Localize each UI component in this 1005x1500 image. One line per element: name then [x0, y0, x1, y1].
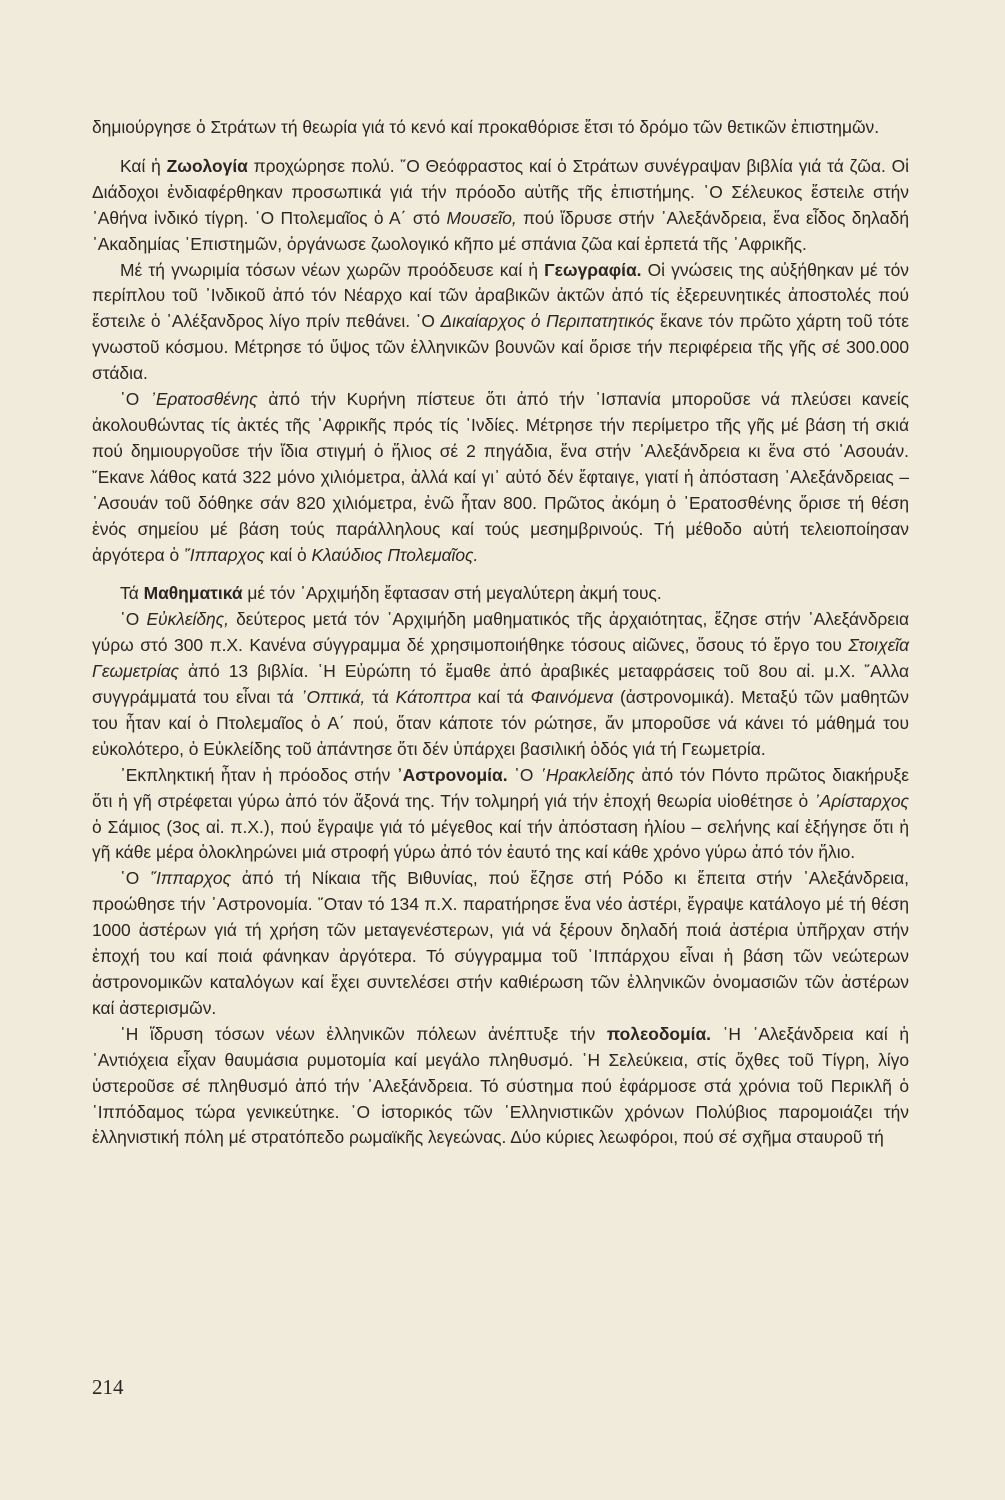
- paragraph-euclid: ῾Ο Εὐκλείδης, δεύτερος μετά τόν ᾿Αρχιμήδη μαθηματικός τῆς ἀρχαιότητας, ἔζησε στήν ᾿Αλεξάνδρεια γύρω στό 300 π.Χ. Κανένα σύγγραμμα δέ χρησιμοποιήθηκε τόσους αἰῶνες, ὅσους τό ἔργο του Στοιχεῖα Γεωμετρίας ἀπό 13 βιβλία. ῾Η Εὐρώπη τό ἔμαθε ἀπό ἀραβικές μεταφράσεις τοῦ 8ου αἰ. μ.Χ. ῎Αλλα συγγράμματά του εἶναι τά ᾿Οπτικά, τά Κάτοπτρα καί τά Φαινόμενα (ἀστρονομικά). Μεταξύ τῶν μαθητῶν του ἦταν καί ὁ Πτολεμαῖος ὁ Α΄ πού, ὅταν κάποτε τόν ρώτησε, ἄν μποροῦσε νά κάνει τό μάθημά του εὐκολότερο, ὁ Εὐκλείδης τοῦ ἀπάντησε ὅτι δέν ὑπάρχει βασιλική ὁδός γιά τή Γεωμετρία.: [92, 609, 909, 759]
- page-content: [92, 115, 909, 1151]
- paragraph-zoology: Καί ἡ Ζωολογία προχώρησε πολύ. ῞Ο Θεόφραστος καί ὁ Στράτων συνέγραψαν βιβλία γιά τά ζῶα. Οἱ Διάδοχοι ἐνδιαφέρθηκαν προσωπικά γιά τήν πρόοδο αὐτῆς τῆς ἐπιστήμης. ῾Ο Σέλευκος ἔστειλε στήν ᾿Αθήνα ἰνδικό τίγρη. ῾Ο Πτολεμαῖος ὁ Α΄ στό Μουσεῖο, πού ἵδρυσε στήν ᾿Αλεξάνδρεια, ἕνα εἶδος δηλαδή ᾿Ακαδημίας ᾿Επιστημῶν, ὀργάνωσε ζωολογικό κῆπο μέ σπάνια ζῶα καί ἑρπετά τῆς ᾿Αφρικῆς.: [92, 155, 909, 254]
- page-number: 214: [92, 1375, 124, 1399]
- body-text: [92, 115, 909, 1151]
- paragraph-mathematics: Τά Μαθηματικά μέ τόν ᾿Αρχιμήδη ἔφτασαν στή μεγαλύτερη ἀκμή τους.: [120, 583, 662, 604]
- term-mathematics: Μαθηματικά: [143, 583, 243, 604]
- paragraph: δημιούργησε ὁ Στράτων τή θεωρία γιά τό κενό καί προκαθόρισε ἔτσι τό δρόμο τῶν θετικῶν ἐπιστημῶν.: [92, 117, 880, 137]
- paragraph-hipparchus: ῾Ο ῞Ιππαρχος ἀπό τή Νίκαια τῆς Βιθυνίας, πού ἔζησε στή Ρόδο κι ἔπειτα στήν ᾿Αλεξάνδρεια, προώθησε τήν ᾿Αστρονομία. ῞Οταν τό 134 π.Χ. παρατήρησε ἕνα νέο ἀστέρι, ἔγραψε κατάλογο μέ τή θέση 1000 ἀστέρων γιά τή χρήση τῶν μεταγενέστερων, γιά νά ξέρουν δηλαδή ποιά ἀστέρια ὑπῆρχαν στήν ἐποχή του καί ποιά φάνηκαν ἀργότερα. Τό σύγγραμμα τοῦ ῾Ιππάρχου εἶναι ἡ βάση τῶν νεώτερων ἀστρονομικῶν καταλόγων καί ἔχει συντελέσει στήν καθιέρωση τῶν ἑλληνικῶν ὀνομασιῶν τῶν ἀστέρων καί ἀστερισμῶν.: [92, 868, 909, 1018]
- term-urban-planning: πολεοδομία.: [606, 1023, 712, 1044]
- term-zoology: Ζωολογία: [166, 155, 248, 176]
- paragraph-eratosthenes: ῾Ο ᾿Ερατοσθένης ἀπό τήν Κυρήνη πίστευε ὅτι ἀπό τήν ᾿Ισπανία μποροῦσε νά πλεύσει κανείς ἀκολουθώντας τίς ἀκτές τῆς ᾿Αφρικῆς πρός τίς ᾿Ινδίες. Μέτρησε τήν περίμετρο τῆς γῆς μέ βάση τή σκιά πού δημιουργοῦσε τήν ἴδια στιγμή ὁ ἥλιος σέ 2 πηγάδια, ἕνα στήν ᾿Αλεξάνδρεια κι ἕνα στό ᾿Ασουάν. ῎Εκανε λάθος κατά 322 μόνο χιλιόμετρα, ἀλλά καί γι᾿ αὐτό δέν ἔφταιγε, γιατί ἡ ἀπόσταση ᾿Αλεξάνδρειας – ᾿Ασουάν τοῦ δόθηκε σάν 820 χιλιόμετρα, ἐνῶ ἦταν 800. Πρῶτος ἀκόμη ὁ ᾿Ερατοσθένης ὅρισε τή θέση ἑνός σημείου μέ βάση τούς παράλληλους καί τούς μεσημβρινούς. Τή μέθοδο αὐτή τελειοποίησαν ἀργότερα ὁ ῞Ιππαρχος καί ὁ Κλαύδιος Πτολεμαῖος.: [92, 389, 909, 565]
- paragraph-urban-planning: ῾Η ἵδρυση τόσων νέων ἑλληνικῶν πόλεων ἀνέπτυξε τήν πολεοδομία. ῾Η ᾿Αλεξάνδρεια καί ἡ ᾿Αντιόχεια εἶχαν θαυμάσια ρυμοτομία καί μεγάλο πληθυσμό. ῾Η Σελεύκεια, στίς ὄχθες τοῦ Τίγρη, λίγο ὑστεροῦσε σέ πληθυσμό ἀπό τήν ᾿Αλεξάνδρεια. Τό σύστημα πού ἐφάρμοσε στά χρόνια τοῦ Περικλῆ ὁ ῾Ιππόδαμος τώρα γενικεύτηκε. ῾Ο ἱστορικός τῶν ῾Ελληνιστικῶν χρόνων Πολύβιος παρομοιάζει τήν ἑλληνιστική πόλη μέ στρατόπεδο ρωμαϊκῆς λεγεώνας. Δύο κύριες λεωφόροι, πού σέ σχῆμα σταυροῦ τή: [92, 1023, 909, 1148]
- term-astronomy: ᾿Αστρονομία.: [396, 764, 508, 785]
- paragraph-geography: Μέ τή γνωριμία τόσων νέων χωρῶν προόδευσε καί ἡ Γεωγραφία. Οἱ γνώσεις της αὐξήθηκαν μέ τόν περίπλου τοῦ ᾿Ινδικοῦ ἀπό τόν Νέαρχο καί τῶν ἀραβικῶν ἀκτῶν ἀπό τίς ἐξερευνητικές ἀποστολές πού ἔστειλε ὁ ᾿Αλέξανδρος λίγο πρίν πεθάνει. ῾Ο Δικαίαρχος ὁ Περιπατητικός ἔκανε τόν πρῶτο χάρτη τοῦ τότε γνωστοῦ κόσμου. Μέτρησε τό ὕψος τῶν ἑλληνικῶν βουνῶν καί ὅρισε τήν περιφέρεια τῆς γῆς σέ 300.000 στάδια.: [92, 259, 909, 384]
- paragraph-astronomy: ᾿Εκπληκτική ἦταν ἡ πρόοδος στήν ᾿Αστρονομία. ῾Ο ῾Ηρακλείδης ἀπό τόν Πόντο πρῶτος διακήρυξε ὅτι ἡ γῆ στρέφεται γύρω ἀπό τόν ἄξονά της. Τήν τολμηρή γιά τήν ἐποχή θεωρία υἱοθέτησε ὁ ᾿Αρίσταρχος ὁ Σάμιος (3ος αἰ. π.Χ.), πού ἔγραψε γιά τό μέγεθος καί τήν ἀπόσταση ἡλίου – σελήνης καί ἐξήγησε ὅτι ἡ γῆ κάθε μέρα ὁλοκληρώνει μιά στροφή γύρω ἀπό τόν ἑαυτό της καί κάθε χρόνο γύρω ἀπό τόν ἥλιο.: [92, 764, 909, 863]
- term-geography: Γεωγραφία.: [544, 259, 642, 280]
